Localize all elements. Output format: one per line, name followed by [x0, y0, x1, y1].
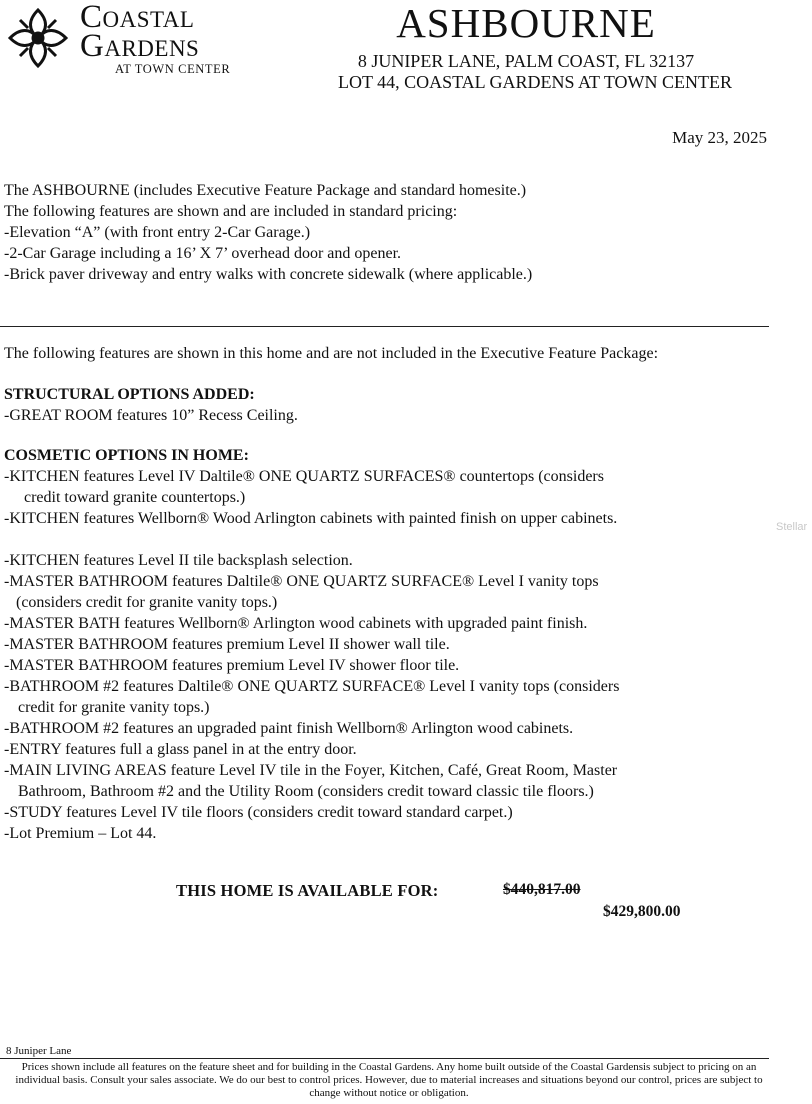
cosmetic-item: Bathroom, Bathroom #2 and the Utility Room (considers credit toward classic tile floors.) [18, 783, 594, 800]
footer-divider [0, 1058, 769, 1059]
footer-address: 8 Juniper Lane [6, 1045, 72, 1057]
cosmetic-item: credit toward granite countertops.) [24, 489, 246, 506]
footer-disclaimer: Prices shown include all features on the feature sheet and for building in the Coastal Gardens. Any home built outside of the Coastal Gardensis subject to pricing on an individual basis. Consult your sales associate. We do our best to control prices. However, due to material increases and situations beyond our control, prices are subject to change without notice or obligation. [15, 1061, 763, 1099]
structural-heading: STRUCTURAL OPTIONS ADDED: [4, 386, 255, 403]
cosmetic-item: -MAIN LIVING AREAS feature Level IV tile in the Foyer, Kitchen, Café, Great Room, Master [4, 762, 618, 779]
intro-line: -Elevation “A” (with front entry 2-Car Garage.) [4, 224, 311, 241]
cosmetic-item: (considers credit for granite vanity tops.) [16, 594, 278, 611]
structural-item: -GREAT ROOM features 10” Recess Ceiling. [4, 407, 298, 424]
intro-line: -2-Car Garage including a 16’ X 7’ overhead door and opener. [4, 245, 402, 262]
brand-title-line2: Gardens [80, 28, 200, 64]
brand-subtitle: AT TOWN CENTER [115, 62, 231, 76]
cosmetic-item: -BATHROOM #2 features Daltile® ONE QUARTZ SURFACE® Level I vanity tops (considers [4, 678, 620, 695]
cosmetic-item: -BATHROOM #2 features an upgraded paint finish Wellborn® Arlington wood cabinets. [4, 720, 574, 737]
cosmetic-item: -MASTER BATHROOM features premium Level IV shower floor tile. [4, 657, 460, 674]
cosmetic-item: -Lot Premium – Lot 44. [4, 825, 157, 842]
watermark-text: Stellar [776, 521, 808, 533]
cosmetic-item: -MASTER BATHROOM features Daltile® ONE QUARTZ SURFACE® Level I vanity tops [4, 573, 599, 590]
structural-section [4, 384, 298, 426]
brand-title-line1: Coastal [80, 0, 195, 35]
cosmetic-item: -KITCHEN features Level II tile backsplash selection. [4, 552, 353, 569]
intro-line: -Brick paver driveway and entry walks with concrete sidewalk (where applicable.) [4, 266, 533, 283]
cosmetic-item: -STUDY features Level IV tile floors (considers credit toward standard carpet.) [4, 804, 513, 821]
cosmetic-item: credit for granite vanity tops.) [18, 699, 210, 716]
fleur-logo-icon [6, 6, 70, 70]
document-date: May 23, 2025 [672, 128, 767, 147]
cosmetic-item: -MASTER BATHROOM features premium Level II shower wall tile. [4, 636, 450, 653]
intro-section [4, 180, 532, 285]
intro-line: The following features are shown and are included in standard pricing: [4, 203, 458, 220]
cosmetic-item: -MASTER BATH features Wellborn® Arlington wood cabinets with upgraded paint finish. [4, 615, 588, 632]
intro-line: The ASHBOURNE (includes Executive Feature Package and standard homesite.) [4, 182, 527, 199]
cosmetic-section [4, 445, 619, 844]
section-divider [0, 326, 769, 327]
old-price: $440,817.00 [503, 881, 581, 898]
address-line-2: LOT 44, COASTAL GARDENS AT TOWN CENTER [337, 72, 733, 92]
cosmetic-item: -KITCHEN features Wellborn® Wood Arlington cabinets with painted finish on upper cabinets. [4, 510, 618, 527]
cosmetic-item: -ENTRY features full a glass panel in at the entry door. [4, 741, 357, 758]
new-price: $429,800.00 [603, 903, 681, 920]
price-label: THIS HOME IS AVAILABLE FOR: [176, 881, 439, 900]
options-notice: The following features are shown in this home and are not included in the Executive Feature Package: [4, 345, 659, 362]
cosmetic-heading: COSMETIC OPTIONS IN HOME: [4, 447, 249, 464]
cosmetic-item: -KITCHEN features Level IV Daltile® ONE QUARTZ SURFACES® countertops (considers [4, 468, 604, 485]
home-name-title: ASHBOURNE [396, 0, 656, 46]
cosmetic-spacer [4, 529, 619, 550]
address-line-1: 8 JUNIPER LANE, PALM COAST, FL 32137 [357, 51, 695, 71]
